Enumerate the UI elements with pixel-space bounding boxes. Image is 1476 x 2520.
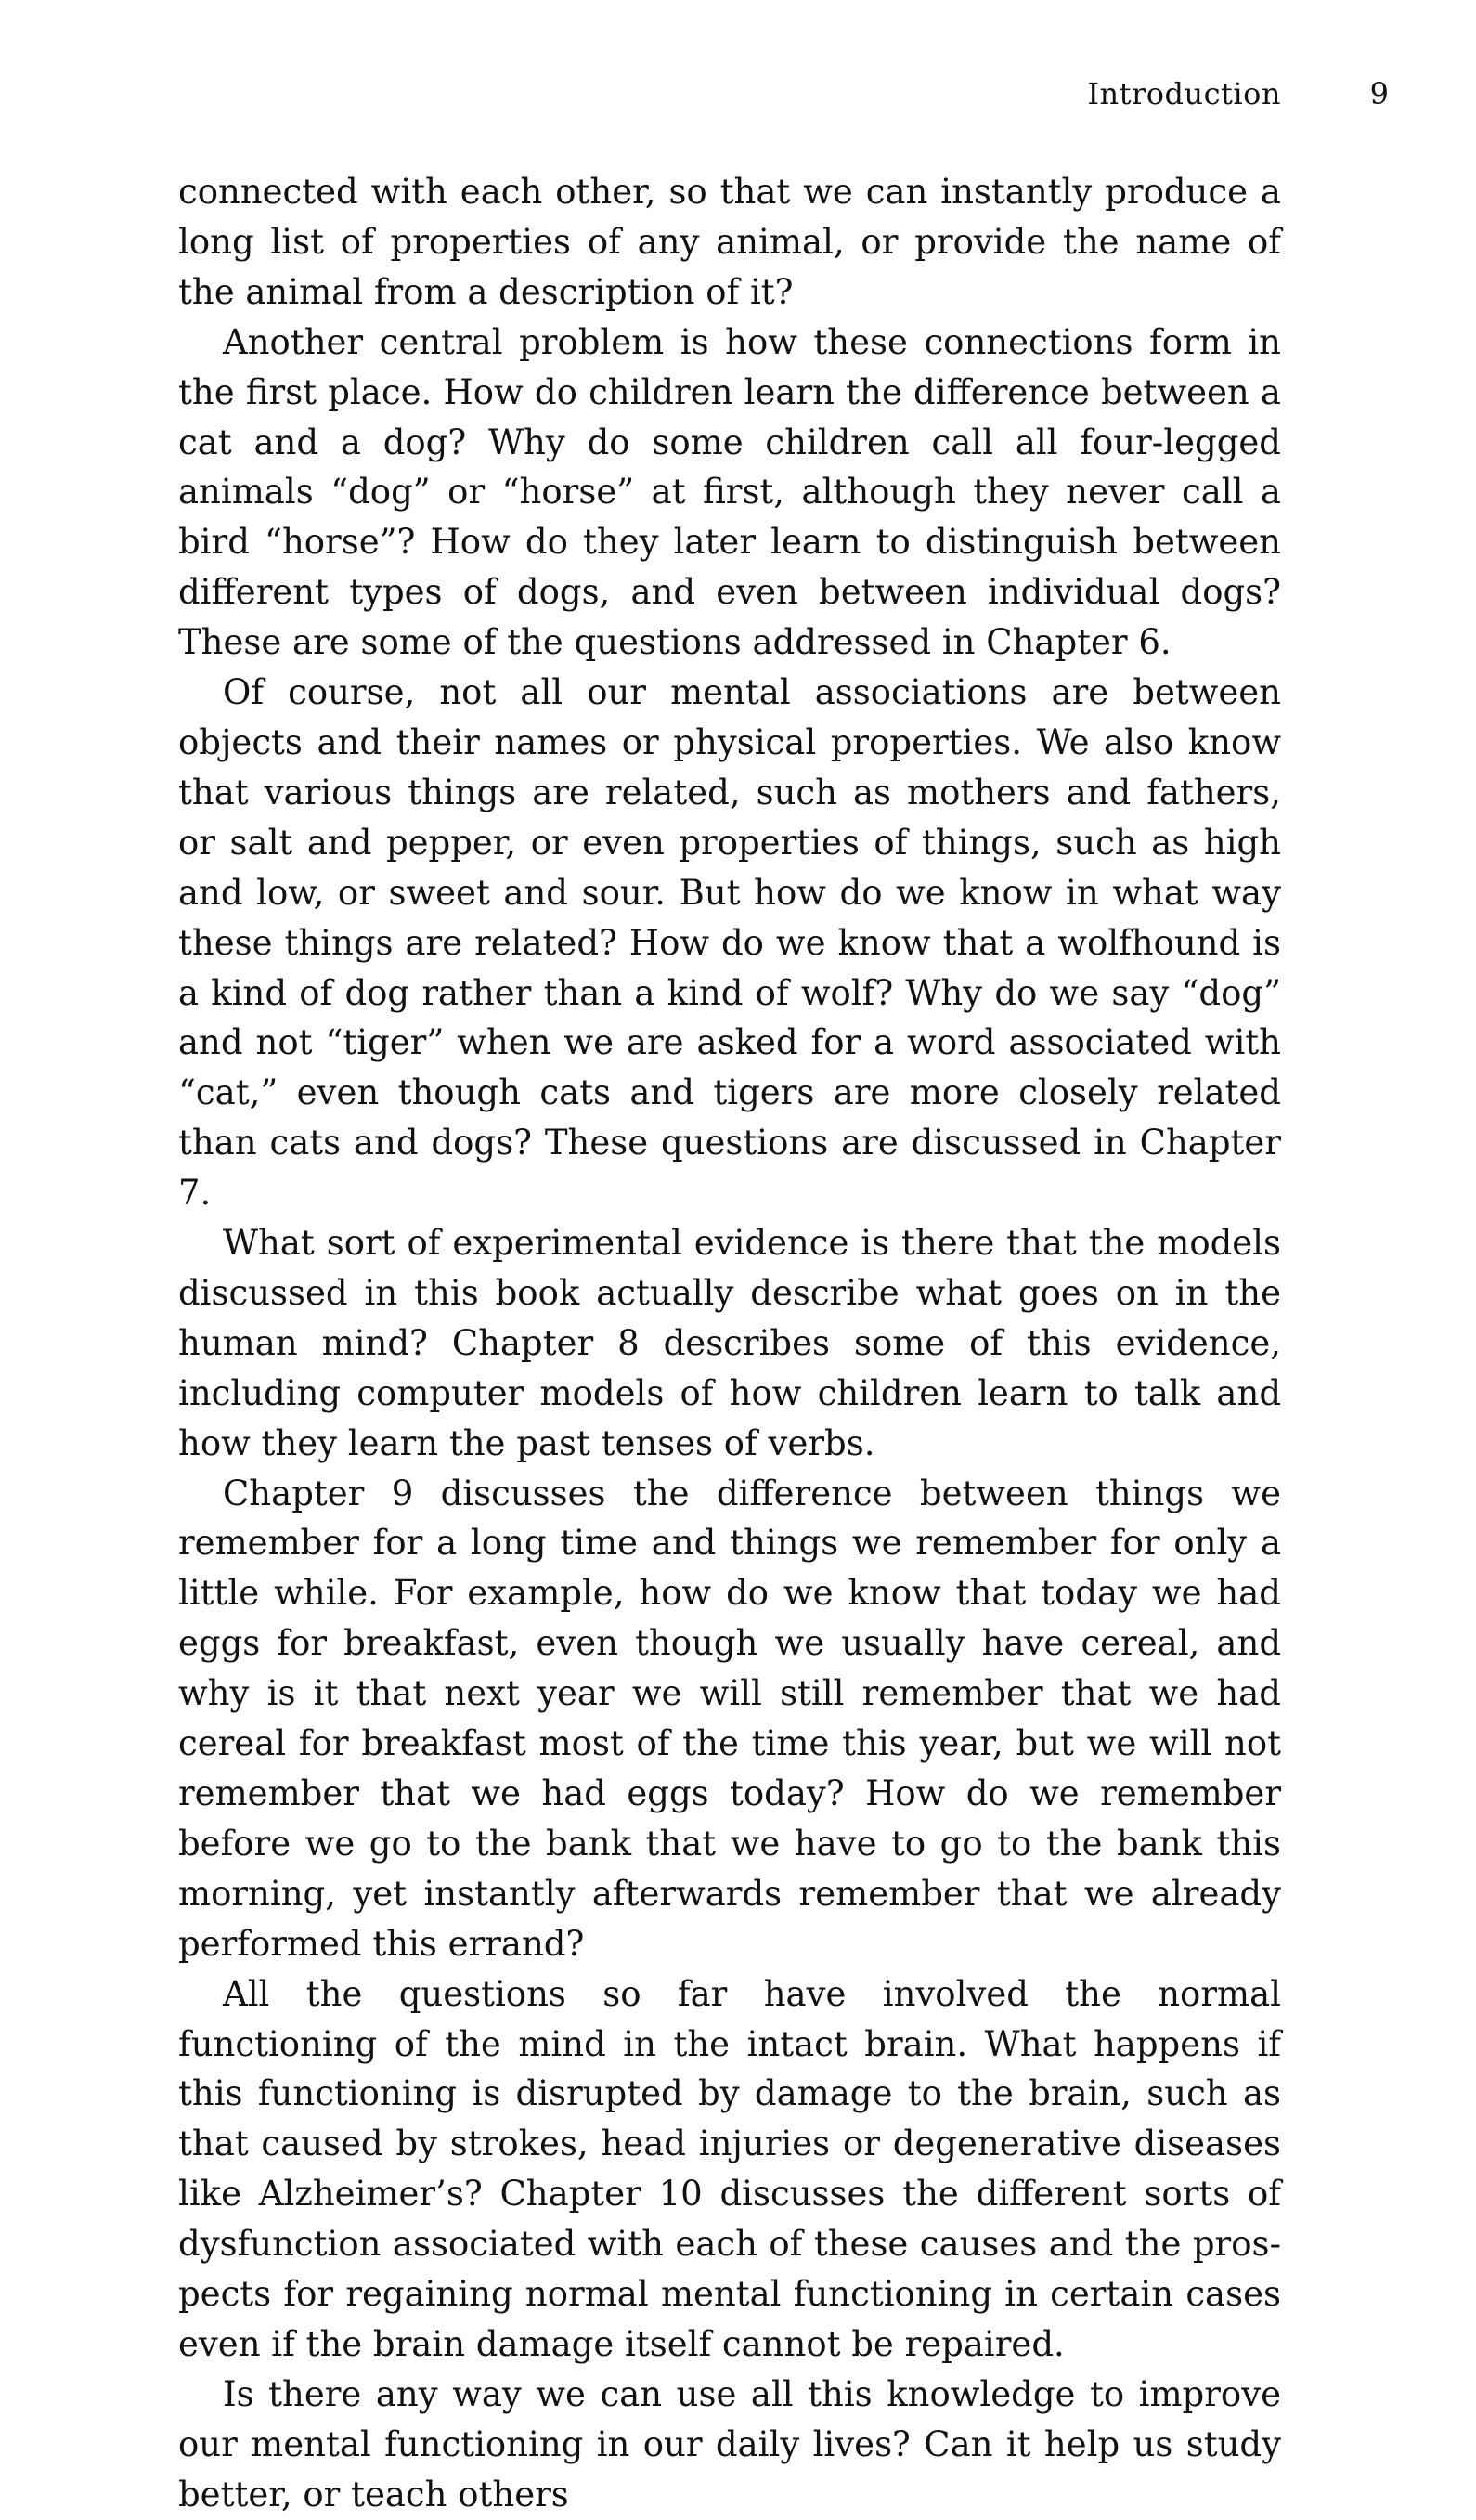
page-number: 9 xyxy=(1369,76,1389,111)
paragraph: Another central problem is how these connections form in the first place. How do children learn the difference between a cat and a dog? Why do some children call all four-legged animals “dog” or “horse” at first, although they never call a bird “horse”? How do they later learn to distinguish between different types of dogs, and even between individual dogs? These are some of the questions addressed in Chapter 6. xyxy=(178,321,1281,663)
paragraph: What sort of experimental evidence is there that the models discussed in this book actually describe what goes on in the human mind? Chapter 8 describes some of this evidence, including computer models of how children learn to talk and how they learn the past tenses of verbs. xyxy=(178,1223,1281,1463)
running-head xyxy=(0,76,1476,123)
paragraph: Of course, not all our mental associations are between objects and their names or physical properties. We also know that various things are related, such as mothers and fathers, or salt and pepper, or even properties of things, such as high and low, or sweet and sour. But how do we know in what way these things are related? How do we know that a wolfhound is a kind of dog rather than a kind of wolf? Why do we say “dog” and not “tiger” when we are asked for a word associated with “cat,” even though cats and tigers are more closely related than cats and dogs? These questions are discussed in Chapter 7. xyxy=(178,672,1281,1214)
paragraph: All the questions so far have involved the normal functioning of the mind in the intact brain. What happens if this functioning is disrupted by damage to the brain, such as that caused by strokes, head injuries or degenerative diseases like Alzheimer’s? Chapter 10 discusses the different sorts of dysfunction associated with each of these causes and the prospects for regaining normal mental functioning in certain cases even if the brain damage itself cannot be repaired. xyxy=(178,1973,1281,2364)
paragraph: connected with each other, so that we can instantly produce a long list of properties of any animal, or provide the name of the animal from a description of it? xyxy=(178,172,1281,312)
running-title: Introduction xyxy=(1087,76,1281,111)
paragraph: Chapter 9 discusses the difference between things we remember for a long time and things we remember for only a little while. For example, how do we know that today we had eggs for breakfast, even though we usually have cereal, and why is it that next year we will still remember that we had cereal for breakfast most of the time this year, but we will not remember that we had eggs today? How do we remember before we go to the bank that we have to go to the bank this morning, yet instantly afterwards remember that we already performed this errand? xyxy=(178,1473,1281,1964)
paragraph: Is there any way we can use all this knowledge to improve our mental functioning in our daily lives? Can it help us study better, or teach others xyxy=(178,2373,1281,2514)
body-text xyxy=(178,167,1281,2520)
